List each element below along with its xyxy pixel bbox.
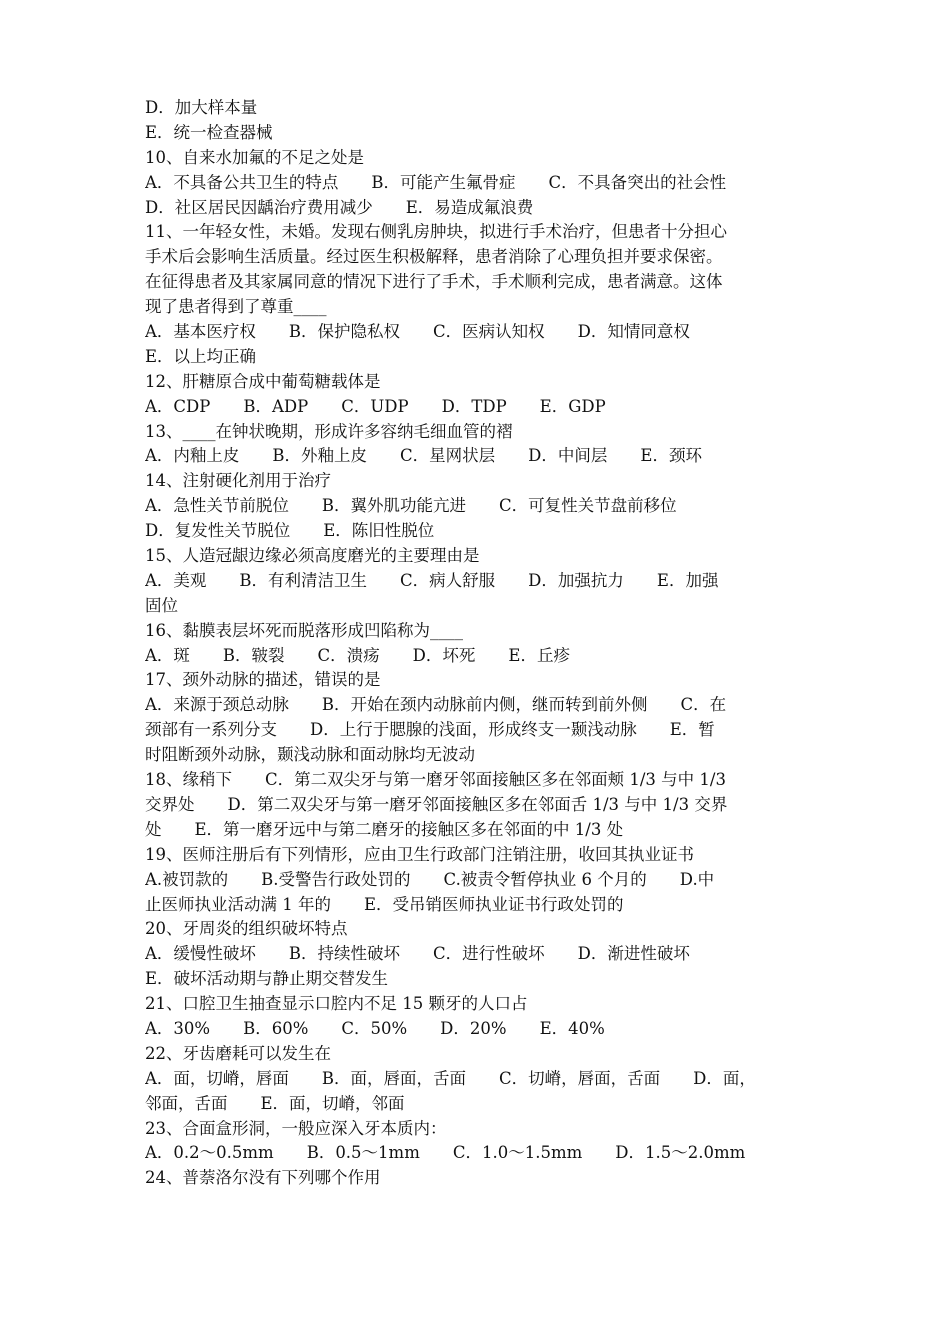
- options-line: 邻面，舌面 E．面，切嵴，邻面: [145, 1093, 405, 1113]
- options-line: A.被罚款的 B.受警告行政处罚的 C.被责令暂停执业 6 个月的 D.中: [145, 869, 715, 889]
- options-line: A．CDP B．ADP C．UDP D．TDP E．GDP: [145, 396, 606, 416]
- options-line: A．不具备公共卫生的特点 B．可能产生氟骨症 C．不具备突出的社会性: [145, 172, 727, 192]
- options-line: 时阻断颈外动脉，颞浅动脉和面动脉均无波动: [145, 745, 475, 765]
- text-line: E．统一检查器械: [145, 122, 273, 142]
- text-line: D．加大样本量: [145, 98, 258, 117]
- options-line: A．缓慢性破坏 B．持续性破坏 C．进行性破坏 D．渐进性破坏: [145, 944, 690, 964]
- options-line: 止医师执业活动满 1 年的 E．受吊销医师执业证书行政处罚的: [145, 894, 624, 914]
- document-page: [145, 96, 815, 1191]
- options-line: A．斑 B．皲裂 C．溃疡 D．坏死 E．丘疹: [145, 645, 570, 665]
- options-line: A．来源于颈总动脉 B．开始在颈内动脉前内侧，继而转到前外侧 C．在: [145, 695, 727, 715]
- question-line: 现了患者得到了尊重____: [145, 297, 327, 317]
- options-line: A．0.2～0.5mm B．0.5～1mm C．1.0～1.5mm D．1.5～2.0mm: [145, 1143, 746, 1163]
- options-line: D．社区居民因龋治疗费用减少 E．易造成氟浪费: [145, 197, 534, 217]
- question-line: 11、一年轻女性，未婚。发现右侧乳房肿块，拟进行手术治疗，但患者十分担心: [145, 222, 727, 242]
- question-line: 13、____在钟状晚期，形成许多容纳毛细血管的褶: [145, 421, 513, 441]
- question-line: 10、自来水加氟的不足之处是: [145, 147, 364, 167]
- question-line: 21、口腔卫生抽查显示口腔内不足 15 颗牙的人口占: [145, 994, 528, 1014]
- options-line: A．美观 B．有利清洁卫生 C．病人舒服 D．加强抗力 E．加强: [145, 570, 719, 590]
- question-line: 15、人造冠龈边缘必须高度磨光的主要理由是: [145, 546, 480, 566]
- options-line: 处 E．第一磨牙远中与第二磨牙的接触区多在邻面的中 1/3 处: [145, 819, 624, 839]
- options-line: D．复发性关节脱位 E．陈旧性脱位: [145, 521, 435, 541]
- question-line: 16、黏膜表层坏死而脱落形成凹陷称为____: [145, 620, 463, 640]
- options-line: 交界处 D．第二双尖牙与第一磨牙邻面接触区多在邻面舌 1/3 与中 1/3 交界: [145, 794, 728, 814]
- options-line: A．内釉上皮 B．外釉上皮 C．星网状层 D．中间层 E．颈环: [145, 446, 702, 466]
- question-line: 24、普萘洛尔没有下列哪个作用: [145, 1168, 381, 1188]
- options-line: A．面，切嵴，唇面 B．面，唇面，舌面 C．切嵴，唇面，舌面 D．面，: [145, 1068, 756, 1088]
- question-line: 19、医师注册后有下列情形，应由卫生行政部门注销注册，收回其执业证书: [145, 844, 694, 864]
- question-line: 手术后会影响生活质量。经过医生积极解释，患者消除了心理负担并要求保密。: [145, 247, 723, 267]
- options-line: A．30% B．60% C．50% D．20% E．40%: [145, 1018, 605, 1038]
- question-line: 在征得患者及其家属同意的情况下进行了手术，手术顺利完成，患者满意。这体: [145, 272, 723, 292]
- question-line: 17、颈外动脉的描述，错误的是: [145, 670, 381, 690]
- question-line: 20、牙周炎的组织破坏特点: [145, 919, 348, 939]
- question-line: 22、牙齿磨耗可以发生在: [145, 1043, 331, 1063]
- options-line: E．以上均正确: [145, 346, 257, 366]
- options-line: A．基本医疗权 B．保护隐私权 C．医病认知权 D．知情同意权: [145, 322, 690, 342]
- options-line: 颈部有一系列分支 D．上行于腮腺的浅面，形成终支一颞浅动脉 E．暂: [145, 720, 715, 740]
- options-line: 固位: [145, 595, 178, 615]
- question-line: 12、肝糖原合成中葡萄糖载体是: [145, 371, 381, 391]
- question-line: 18、缘稍下 C．第二双尖牙与第一磨牙邻面接触区多在邻面颊 1/3 与中 1/3: [145, 770, 726, 790]
- options-line: A．急性关节前脱位 B．翼外肌功能亢进 C．可复性关节盘前移位: [145, 496, 677, 516]
- question-line: 23、合面盒形洞，一般应深入牙本质内：: [145, 1118, 447, 1138]
- options-line: E．破坏活动期与静止期交替发生: [145, 969, 389, 989]
- question-line: 14、注射硬化剂用于治疗: [145, 471, 331, 491]
